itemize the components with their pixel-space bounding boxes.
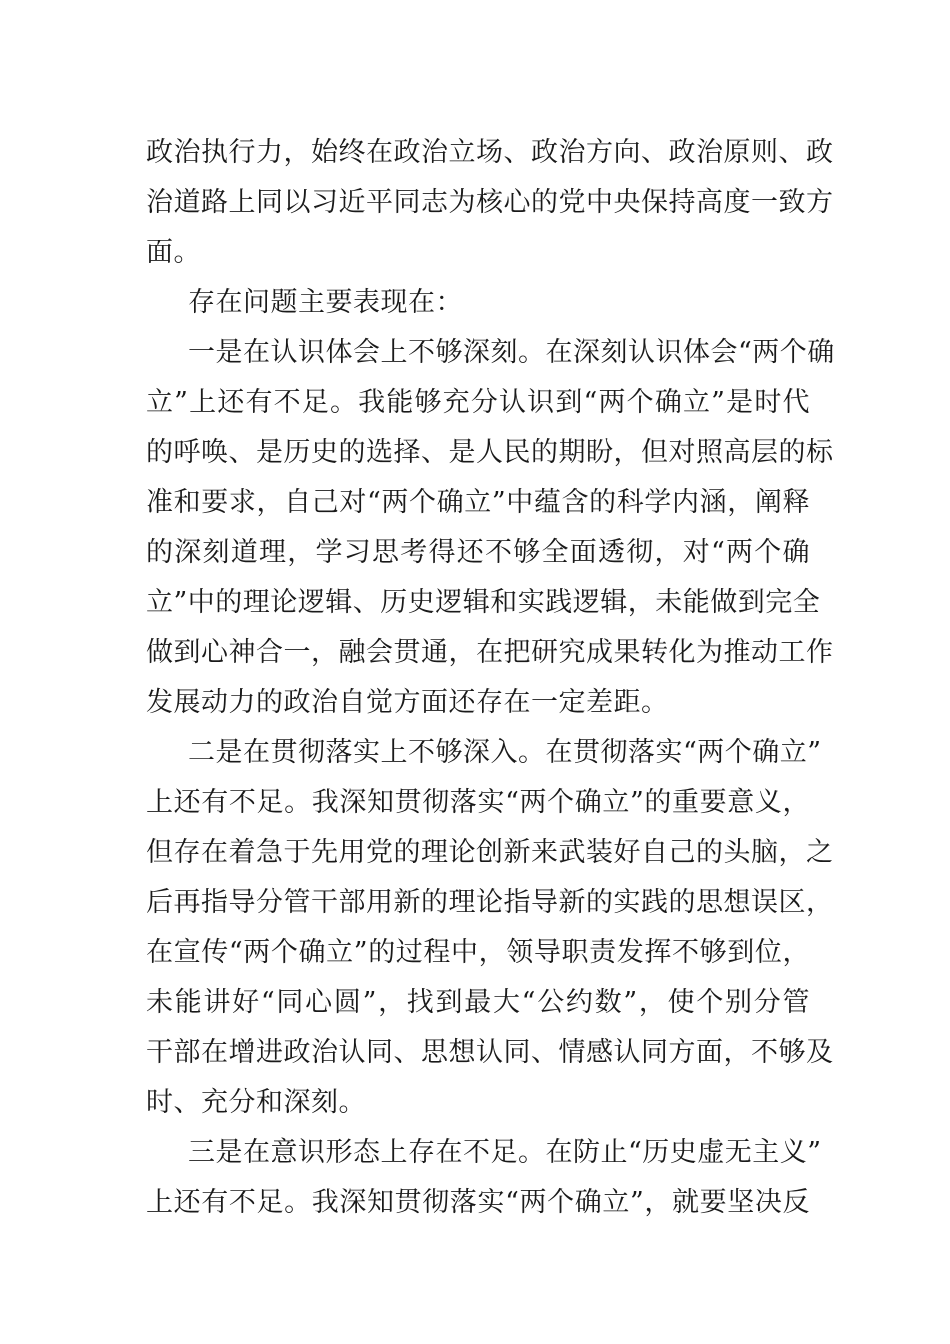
text-line: 政治执行力，始终在政治立场、政治方向、政治原则、政 bbox=[146, 137, 834, 168]
text-line: 的深刻道理，学习思考得还不够全面透彻，对“两个确 bbox=[146, 537, 810, 568]
text-line: 未能讲好“同心圆”，找到最大“公约数”，使个别分管 bbox=[146, 987, 810, 1018]
text-line: 二是在贯彻落实上不够深入。在贯彻落实“两个确立” bbox=[188, 737, 822, 768]
text-line: 在宣传“两个确立”的过程中，领导职责发挥不够到位， bbox=[146, 937, 810, 968]
text-line: 时、充分和深刻。 bbox=[146, 1087, 366, 1118]
text-line: 发展动力的政治自觉方面还存在一定差距。 bbox=[146, 687, 669, 718]
text-line: 的呼唤、是历史的选择、是人民的期盼，但对照高层的标 bbox=[146, 437, 834, 468]
text-line: 面。 bbox=[146, 237, 201, 268]
text-line: 一是在认识体会上不够深刻。在深刻认识体会“两个确 bbox=[188, 337, 835, 368]
text-line: 上还有不足。我深知贯彻落实“两个确立”，就要坚决反 bbox=[146, 1187, 810, 1218]
text-line: 治道路上同以习近平同志为核心的党中央保持高度一致方 bbox=[146, 187, 834, 218]
text-line: 后再指导分管干部用新的理论指导新的实践的思想误区， bbox=[146, 887, 834, 918]
text-line: 立”上还有不足。我能够充分认识到“两个确立”是时代 bbox=[146, 387, 810, 418]
text-line: 存在问题主要表现在： bbox=[188, 287, 463, 318]
text-line: 上还有不足。我深知贯彻落实“两个确立”的重要意义， bbox=[146, 787, 810, 818]
text-line: 干部在增进政治认同、思想认同、情感认同方面，不够及 bbox=[146, 1037, 834, 1068]
document-body bbox=[146, 128, 835, 1228]
text-line: 三是在意识形态上存在不足。在防止“历史虚无主义” bbox=[188, 1137, 822, 1168]
text-line: 立”中的理论逻辑、历史逻辑和实践逻辑，未能做到完全 bbox=[146, 587, 821, 618]
text-line: 准和要求，自己对“两个确立”中蕴含的科学内涵，阐释 bbox=[146, 487, 810, 518]
text-line: 做到心神合一，融会贯通，在把研究成果转化为推动工作 bbox=[146, 637, 834, 668]
text-line: 但存在着急于先用党的理论创新来武装好自己的头脑，之 bbox=[146, 837, 834, 868]
